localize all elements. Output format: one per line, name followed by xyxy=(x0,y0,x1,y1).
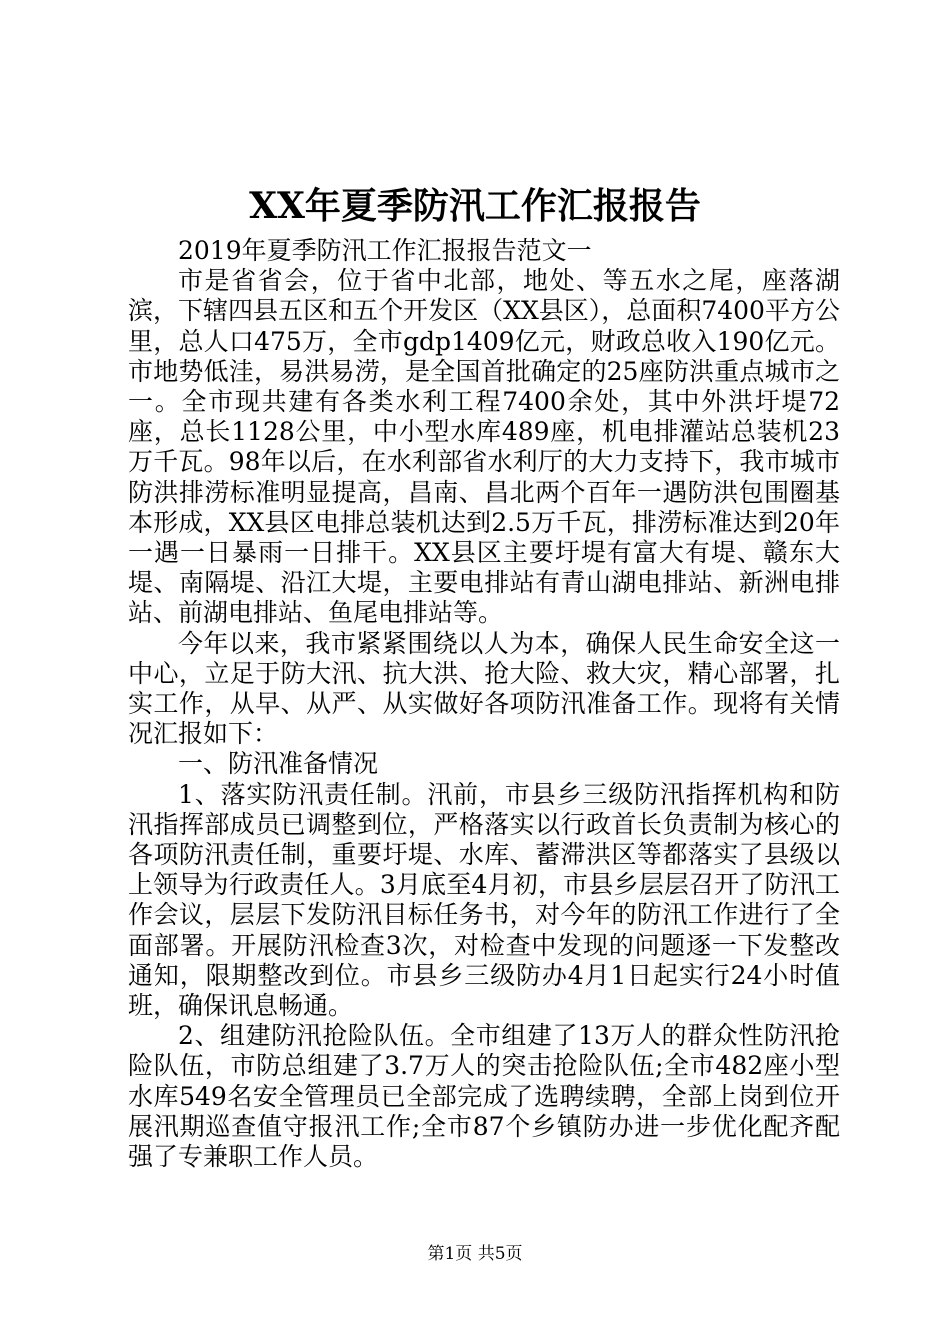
document-body xyxy=(128,236,840,1172)
city-overview-paragraph: 市是省省会，位于省中北部，地处、等五水之尾，座落湖滨，下辖四县五区和五个开发区（XX县区），总面积7400平方公里，总人口475万，全市gdp1409亿元，财政总收入190亿元。市地势低洼，易洪易涝，是全国首批确定的25座防洪重点城市之一。全市现共建有各类水利工程7400余处，其中外洪圩堤72座，总长1128公里，中小型水库489座，机电排灌站总装机23万千瓦。98年以后，在水利部省水利厅的大力支持下，我市城市防洪排涝标准明显提高，昌南、昌北两个百年一遇防洪包围圈基本形成，XX县区电排总装机达到2.5万千瓦，排涝标准达到20年一遇一日暴雨一日排干。XX县区主要圩堤有富大有堤、赣东大堤、南隔堤、沿江大堤，主要电排站有青山湖电排站、新洲电排站、前湖电排站、鱼尾电排站等。 xyxy=(128,266,840,628)
subtitle-paragraph: 2019年夏季防汛工作汇报报告范文一 xyxy=(178,236,592,265)
intro-paragraph: 今年以来，我市紧紧围绕以人为本，确保人民生命安全这一中心，立足于防大汛、抗大洪、抢大险、救大灾，精心部署，扎实工作，从早、从严、从实做好各项防汛准备工作。现将有关情况汇报如下： xyxy=(128,628,840,749)
document-title: XX年夏季防汛工作汇报报告 xyxy=(249,185,701,227)
rescue-team-paragraph: 2、组建防汛抢险队伍。全市组建了13万人的群众性防汛抢险队伍，市防总组建了3.7万人的突击抢险队伍;全市482座小型水库549名安全管理员已全部完成了选聘续聘，全部上岗到位开展汛期巡查值守报汛工作;全市87个乡镇防办进一步优化配齐配强了专兼职工作人员。 xyxy=(128,1021,840,1172)
page-footer: 第1页 共5页 xyxy=(427,1244,523,1264)
responsibility-paragraph: 1、落实防汛责任制。汛前，市县乡三级防汛指挥机构和防汛指挥部成员已调整到位，严格落实以行政首长负责制为核心的各项防汛责任制，重要圩堤、水库、蓄滞洪区等都落实了县级以上领导为行政责任人。3月底至4月初，市县乡层层召开了防汛工作会议，层层下发防汛目标任务书，对今年的防汛工作进行了全面部署。开展防汛检查3次，对检查中发现的问题逐一下发整改通知，限期整改到位。市县乡三级防办4月1日起实行24小时值班，确保讯息畅通。 xyxy=(128,779,840,1021)
section-heading: 一、防汛准备情况 xyxy=(178,749,379,779)
